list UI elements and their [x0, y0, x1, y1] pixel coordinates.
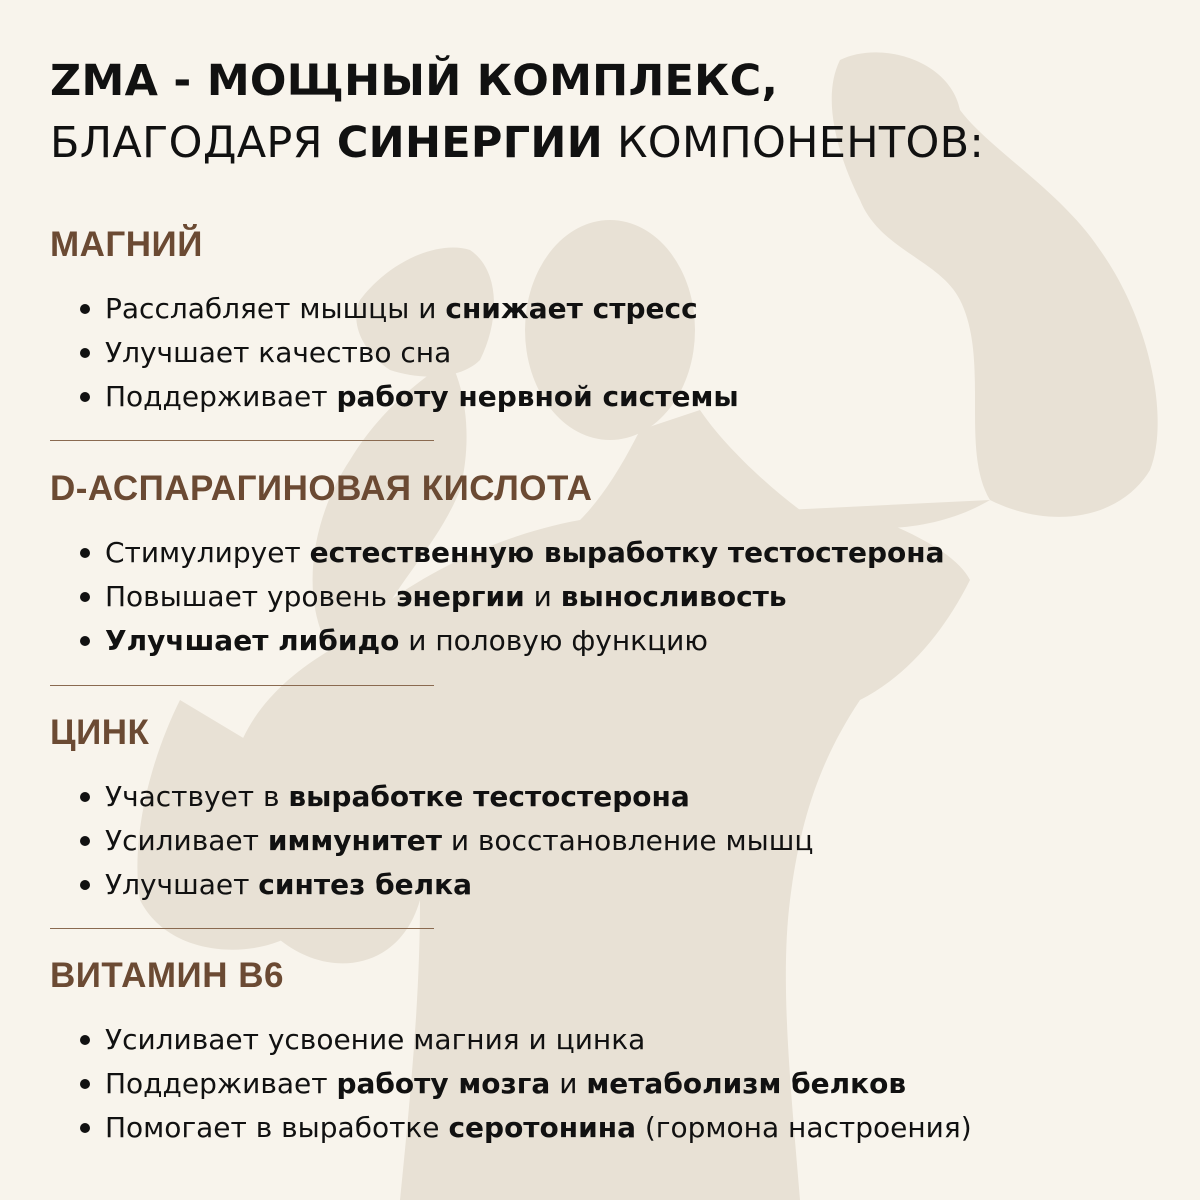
title-line-2-bold: СИНЕРГИИ — [336, 118, 604, 168]
section-title: ВИТАМИН В6 — [50, 956, 284, 995]
section-title: D-АСПАРАГИНОВАЯ КИСЛОТА — [50, 469, 593, 508]
text: Улучшает качество сна — [105, 336, 452, 369]
bullet-icon — [80, 592, 90, 602]
text: Поддерживает — [105, 380, 337, 413]
list-item — [50, 863, 813, 907]
title-line-1: ZMA - МОЩНЫЙ КОМПЛЕКС, — [50, 56, 779, 106]
section-d-aspartic-acid — [50, 469, 1150, 657]
text: Участвует в — [105, 780, 289, 813]
divider — [50, 928, 434, 929]
benefit-list — [50, 775, 813, 907]
list-item — [50, 619, 945, 663]
bold-text: естественную выработку тестостерона — [309, 536, 945, 569]
bold-text: метаболизм белков — [586, 1067, 907, 1100]
bullet-icon — [80, 1079, 90, 1089]
divider — [50, 440, 434, 441]
title-line-2-pre: БЛАГОДАРЯ — [50, 118, 337, 168]
bold-text: Улучшает либидо — [105, 624, 400, 657]
text: Повышает уровень — [105, 580, 396, 613]
section-title: МАГНИЙ — [50, 225, 203, 264]
bullet-icon — [80, 636, 90, 646]
title-line-2 — [50, 112, 984, 174]
benefit-list — [50, 1018, 972, 1150]
text: и — [550, 1067, 587, 1100]
list-item — [50, 1018, 972, 1062]
bold-text: выработке тестостерона — [288, 780, 690, 813]
bold-text: работу мозга — [336, 1067, 551, 1100]
bullet-icon — [80, 304, 90, 314]
bullet-icon — [80, 880, 90, 890]
bold-text: серотонина — [448, 1111, 636, 1144]
text: Расслабляет мышцы и — [105, 292, 446, 325]
list-item — [50, 331, 739, 375]
page-title — [50, 50, 984, 174]
benefit-list — [50, 287, 739, 419]
list-item — [50, 375, 739, 419]
divider — [50, 685, 434, 686]
bullet-icon — [80, 1035, 90, 1045]
list-item — [50, 1106, 972, 1150]
section-vitamin-b6 — [50, 956, 1150, 1144]
section-zinc — [50, 713, 1150, 901]
bullet-icon — [80, 792, 90, 802]
bullet-icon — [80, 836, 90, 846]
text: и восстановление мышц — [441, 824, 814, 857]
list-item — [50, 287, 739, 331]
text: Улучшает — [105, 868, 259, 901]
bold-text: работу нервной системы — [336, 380, 739, 413]
benefit-list — [50, 531, 945, 663]
text: Усиливает усвоение магния и цинка — [105, 1023, 646, 1056]
bullet-icon — [80, 392, 90, 402]
text: и половую функцию — [399, 624, 708, 657]
list-item — [50, 531, 945, 575]
list-item — [50, 1062, 972, 1106]
text: Усиливает — [105, 824, 268, 857]
title-line-2-post: КОМПОНЕНТОВ: — [603, 118, 985, 168]
list-item — [50, 819, 813, 863]
bullet-icon — [80, 548, 90, 558]
bold-text: энергии — [395, 580, 525, 613]
text: и — [524, 580, 561, 613]
section-title: ЦИНК — [50, 713, 150, 752]
bold-text: иммунитет — [267, 824, 442, 857]
bullet-icon — [80, 348, 90, 358]
text: Поддерживает — [105, 1067, 337, 1100]
bold-text: синтез белка — [258, 868, 473, 901]
section-magnesium — [50, 225, 1150, 413]
text: (гормона настроения) — [635, 1111, 972, 1144]
text: Стимулирует — [105, 536, 310, 569]
bold-text: снижает стресс — [445, 292, 698, 325]
bold-text: выносливость — [560, 580, 787, 613]
list-item — [50, 775, 813, 819]
bullet-icon — [80, 1123, 90, 1133]
text: Помогает в выработке — [105, 1111, 449, 1144]
list-item — [50, 575, 945, 619]
